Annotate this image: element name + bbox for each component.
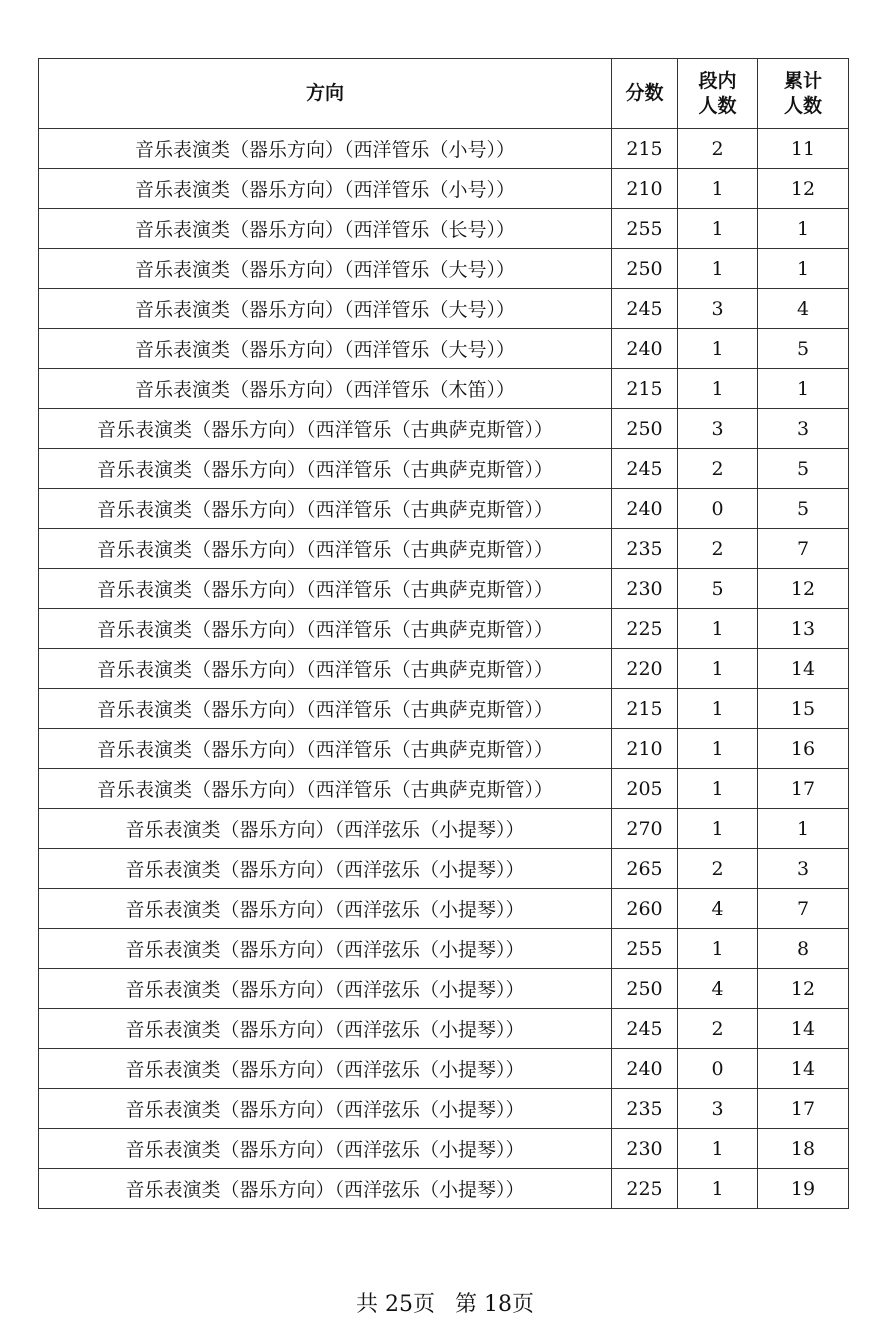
cell-score: 260 <box>612 889 678 929</box>
cell-segment-count: 4 <box>678 889 758 929</box>
header-row <box>39 59 849 129</box>
page-footer <box>0 1287 890 1318</box>
table-row <box>39 489 849 529</box>
header-cumulative-line2: 人数 <box>783 94 822 117</box>
table-row <box>39 929 849 969</box>
cell-score: 245 <box>612 289 678 329</box>
header-direction: 方向 <box>39 59 612 129</box>
cell-score: 215 <box>612 689 678 729</box>
cell-cumulative-count: 17 <box>758 769 849 809</box>
cell-cumulative-count: 12 <box>758 169 849 209</box>
cell-segment-count: 2 <box>678 1009 758 1049</box>
cell-score: 220 <box>612 649 678 689</box>
cell-segment-count: 1 <box>678 369 758 409</box>
table-row <box>39 289 849 329</box>
cell-segment-count: 1 <box>678 249 758 289</box>
table-row <box>39 649 849 689</box>
table-row <box>39 209 849 249</box>
cell-cumulative-count: 12 <box>758 569 849 609</box>
table-row <box>39 809 849 849</box>
table-row <box>39 849 849 889</box>
cell-segment-count: 1 <box>678 769 758 809</box>
cell-cumulative-count: 8 <box>758 929 849 969</box>
cell-score: 250 <box>612 409 678 449</box>
cell-score: 250 <box>612 969 678 1009</box>
cell-segment-count: 4 <box>678 969 758 1009</box>
cell-cumulative-count: 3 <box>758 409 849 449</box>
cell-cumulative-count: 19 <box>758 1169 849 1209</box>
cell-score: 245 <box>612 1009 678 1049</box>
cell-score: 215 <box>612 129 678 169</box>
header-segment-line1: 段内 <box>698 69 737 92</box>
cell-segment-count: 1 <box>678 929 758 969</box>
cell-segment-count: 3 <box>678 409 758 449</box>
cell-direction: 音乐表演类（器乐方向）（西洋管乐（古典萨克斯管）） <box>39 609 612 649</box>
header-score: 分数 <box>612 59 678 129</box>
cell-segment-count: 0 <box>678 1049 758 1089</box>
cell-cumulative-count: 1 <box>758 209 849 249</box>
cell-cumulative-count: 4 <box>758 289 849 329</box>
total-pages: 共 25页 <box>356 1292 435 1317</box>
cell-score: 235 <box>612 529 678 569</box>
header-cumulative-line1: 累计 <box>783 69 822 92</box>
table-row <box>39 1169 849 1209</box>
cell-cumulative-count: 14 <box>758 649 849 689</box>
cell-segment-count: 1 <box>678 609 758 649</box>
cell-cumulative-count: 15 <box>758 689 849 729</box>
cell-cumulative-count: 11 <box>758 129 849 169</box>
cell-cumulative-count: 17 <box>758 1089 849 1129</box>
cell-score: 240 <box>612 329 678 369</box>
table-row <box>39 569 849 609</box>
cell-cumulative-count: 12 <box>758 969 849 1009</box>
cell-direction: 音乐表演类（器乐方向）（西洋管乐（古典萨克斯管）） <box>39 689 612 729</box>
score-distribution-table <box>38 58 849 1209</box>
cell-segment-count: 2 <box>678 529 758 569</box>
cell-segment-count: 1 <box>678 1169 758 1209</box>
cell-direction: 音乐表演类（器乐方向）（西洋弦乐（小提琴）） <box>39 1089 612 1129</box>
cell-segment-count: 1 <box>678 809 758 849</box>
cell-score: 210 <box>612 169 678 209</box>
cell-direction: 音乐表演类（器乐方向）（西洋管乐（古典萨克斯管）） <box>39 449 612 489</box>
cell-direction: 音乐表演类（器乐方向）（西洋管乐（古典萨克斯管）） <box>39 569 612 609</box>
table-row <box>39 329 849 369</box>
cell-direction: 音乐表演类（器乐方向）（西洋管乐（小号）） <box>39 169 612 209</box>
cell-direction: 音乐表演类（器乐方向）（西洋弦乐（小提琴）） <box>39 1049 612 1089</box>
cell-direction: 音乐表演类（器乐方向）（西洋弦乐（小提琴）） <box>39 889 612 929</box>
cell-score: 205 <box>612 769 678 809</box>
cell-segment-count: 1 <box>678 1129 758 1169</box>
table-row <box>39 169 849 209</box>
cell-direction: 音乐表演类（器乐方向）（西洋管乐（古典萨克斯管）） <box>39 489 612 529</box>
cell-cumulative-count: 16 <box>758 729 849 769</box>
cell-direction: 音乐表演类（器乐方向）（西洋管乐（古典萨克斯管）） <box>39 409 612 449</box>
cell-score: 255 <box>612 929 678 969</box>
cell-direction: 音乐表演类（器乐方向）（西洋管乐（大号）） <box>39 289 612 329</box>
cell-cumulative-count: 14 <box>758 1009 849 1049</box>
cell-score: 215 <box>612 369 678 409</box>
table-header <box>39 59 849 129</box>
table-row <box>39 1129 849 1169</box>
cell-segment-count: 1 <box>678 649 758 689</box>
cell-direction: 音乐表演类（器乐方向）（西洋管乐（大号）） <box>39 249 612 289</box>
cell-cumulative-count: 5 <box>758 449 849 489</box>
cell-direction: 音乐表演类（器乐方向）（西洋管乐（大号）） <box>39 329 612 369</box>
cell-score: 235 <box>612 1089 678 1129</box>
cell-direction: 音乐表演类（器乐方向）（西洋弦乐（小提琴）） <box>39 1009 612 1049</box>
header-segment-count <box>678 59 758 129</box>
cell-cumulative-count: 5 <box>758 329 849 369</box>
table-row <box>39 689 849 729</box>
cell-cumulative-count: 1 <box>758 809 849 849</box>
table-row <box>39 969 849 1009</box>
cell-score: 240 <box>612 489 678 529</box>
cell-cumulative-count: 5 <box>758 489 849 529</box>
cell-cumulative-count: 3 <box>758 849 849 889</box>
cell-segment-count: 1 <box>678 689 758 729</box>
cell-score: 230 <box>612 569 678 609</box>
cell-direction: 音乐表演类（器乐方向）（西洋弦乐（小提琴）） <box>39 1129 612 1169</box>
cell-score: 225 <box>612 1169 678 1209</box>
cell-cumulative-count: 1 <box>758 249 849 289</box>
cell-segment-count: 3 <box>678 1089 758 1129</box>
cell-segment-count: 2 <box>678 129 758 169</box>
cell-cumulative-count: 7 <box>758 889 849 929</box>
cell-cumulative-count: 7 <box>758 529 849 569</box>
cell-segment-count: 2 <box>678 449 758 489</box>
cell-direction: 音乐表演类（器乐方向）（西洋管乐（古典萨克斯管）） <box>39 529 612 569</box>
cell-direction: 音乐表演类（器乐方向）（西洋弦乐（小提琴）） <box>39 929 612 969</box>
cell-score: 240 <box>612 1049 678 1089</box>
header-segment-line2: 人数 <box>698 94 737 117</box>
table-row <box>39 769 849 809</box>
cell-score: 230 <box>612 1129 678 1169</box>
header-cumulative-count <box>758 59 849 129</box>
table-row <box>39 129 849 169</box>
table-row <box>39 249 849 289</box>
current-page: 第 18页 <box>455 1292 534 1317</box>
cell-direction: 音乐表演类（器乐方向）（西洋管乐（古典萨克斯管）） <box>39 649 612 689</box>
cell-score: 265 <box>612 849 678 889</box>
table-row <box>39 369 849 409</box>
table-row <box>39 1049 849 1089</box>
cell-segment-count: 1 <box>678 729 758 769</box>
cell-direction: 音乐表演类（器乐方向）（西洋管乐（古典萨克斯管）） <box>39 769 612 809</box>
cell-score: 250 <box>612 249 678 289</box>
cell-direction: 音乐表演类（器乐方向）（西洋弦乐（小提琴）） <box>39 969 612 1009</box>
cell-segment-count: 5 <box>678 569 758 609</box>
table-row <box>39 1089 849 1129</box>
cell-direction: 音乐表演类（器乐方向）（西洋管乐（古典萨克斯管）） <box>39 729 612 769</box>
cell-segment-count: 0 <box>678 489 758 529</box>
table-row <box>39 529 849 569</box>
cell-direction: 音乐表演类（器乐方向）（西洋弦乐（小提琴）） <box>39 849 612 889</box>
cell-score: 255 <box>612 209 678 249</box>
cell-direction: 音乐表演类（器乐方向）（西洋管乐（长号）） <box>39 209 612 249</box>
cell-segment-count: 1 <box>678 329 758 369</box>
cell-segment-count: 1 <box>678 169 758 209</box>
cell-score: 245 <box>612 449 678 489</box>
table-row <box>39 889 849 929</box>
cell-score: 225 <box>612 609 678 649</box>
cell-score: 210 <box>612 729 678 769</box>
cell-direction: 音乐表演类（器乐方向）（西洋管乐（木笛）） <box>39 369 612 409</box>
cell-direction: 音乐表演类（器乐方向）（西洋弦乐（小提琴）） <box>39 1169 612 1209</box>
table-body <box>39 129 849 1209</box>
table-row <box>39 609 849 649</box>
cell-direction: 音乐表演类（器乐方向）（西洋弦乐（小提琴）） <box>39 809 612 849</box>
cell-cumulative-count: 18 <box>758 1129 849 1169</box>
cell-segment-count: 1 <box>678 209 758 249</box>
table-row <box>39 409 849 449</box>
cell-direction: 音乐表演类（器乐方向）（西洋管乐（小号）） <box>39 129 612 169</box>
table-row <box>39 1009 849 1049</box>
table-row <box>39 729 849 769</box>
cell-segment-count: 3 <box>678 289 758 329</box>
cell-segment-count: 2 <box>678 849 758 889</box>
cell-cumulative-count: 1 <box>758 369 849 409</box>
table-row <box>39 449 849 489</box>
cell-cumulative-count: 13 <box>758 609 849 649</box>
cell-cumulative-count: 14 <box>758 1049 849 1089</box>
cell-score: 270 <box>612 809 678 849</box>
